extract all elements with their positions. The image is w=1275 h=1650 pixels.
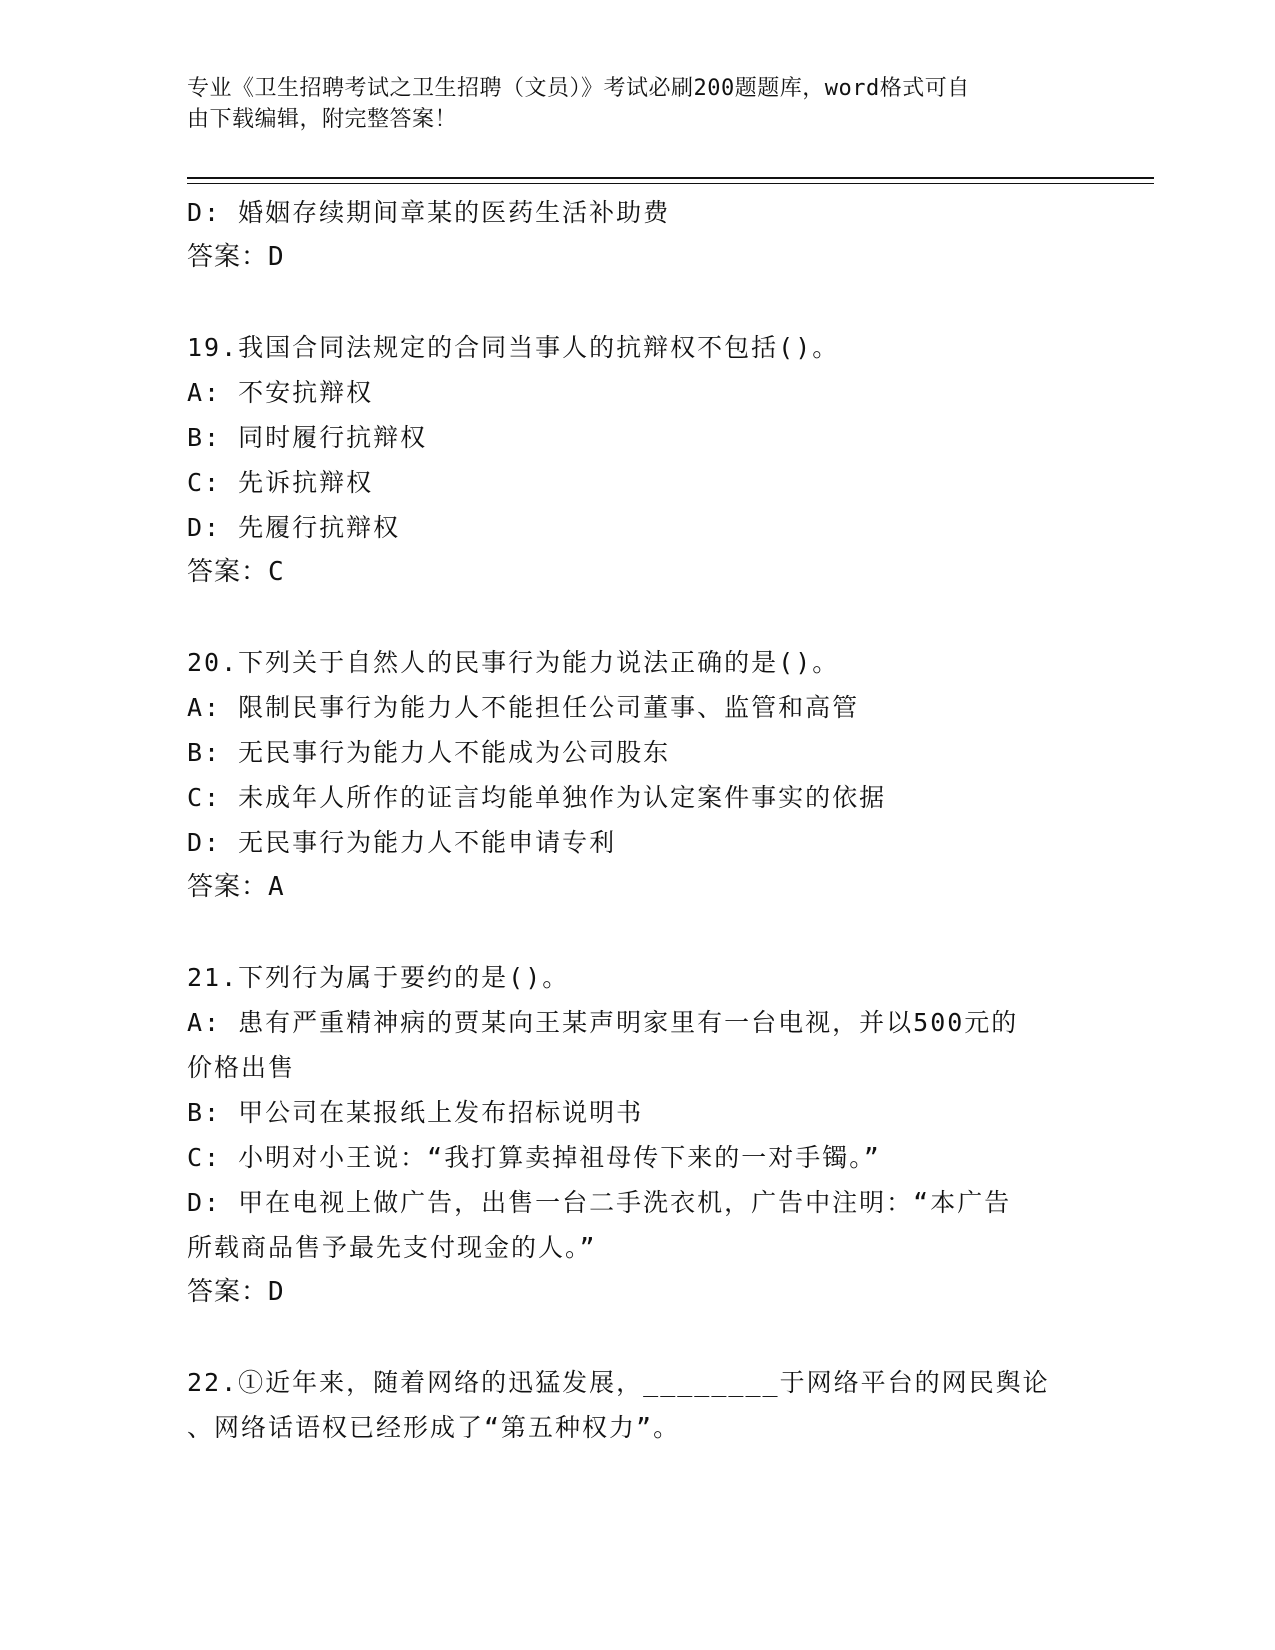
- option-a: A: 限制民事行为能力人不能担任公司董事、监管和高管: [187, 693, 860, 722]
- answer-value: D: [268, 242, 285, 272]
- document-header: [187, 73, 1067, 135]
- answer-label: 答案：: [187, 1277, 269, 1307]
- option-c: C: 先诉抗辩权: [187, 468, 374, 497]
- spacer: [187, 595, 1087, 640]
- question-21: [187, 955, 1087, 1315]
- spacer: [187, 1315, 1087, 1360]
- option-d-line-1: D: 甲在电视上做广告，出售一台二手洗衣机，广告中注明：“本广告: [187, 1188, 1012, 1217]
- question-text-line-1: 22.①近年来，随着网络的迅猛发展，________于网络平台的网民舆论: [187, 1368, 1050, 1397]
- answer-label: 答案：: [187, 242, 269, 272]
- option-c: C: 小明对小王说：“我打算卖掉祖母传下来的一对手镯。”: [187, 1143, 881, 1172]
- option-b: B: 甲公司在某报纸上发布招标说明书: [187, 1098, 644, 1127]
- question-text: 21.下列行为属于要约的是()。: [187, 963, 570, 992]
- answer-line: [187, 865, 1087, 910]
- spacer: [187, 910, 1087, 955]
- option-a-line-2: 价格出售: [187, 1053, 296, 1082]
- header-divider-thin: [187, 183, 1154, 184]
- question-22: [187, 1360, 1087, 1450]
- option-b: B: 无民事行为能力人不能成为公司股东: [187, 738, 671, 767]
- answer-label: 答案：: [187, 872, 269, 902]
- question-text: 20.下列关于自然人的民事行为能力说法正确的是()。: [187, 648, 840, 677]
- question-content: [187, 190, 1087, 1450]
- answer-line: [187, 1270, 1087, 1315]
- option-a-line-1: A: 患有严重精神病的贾某向王某声明家里有一台电视，并以500元的: [187, 1008, 1019, 1037]
- question-19: [187, 325, 1087, 595]
- option-a: A: 不安抗辩权: [187, 378, 374, 407]
- answer-value: C: [268, 557, 285, 587]
- option-d: D: 婚姻存续期间章某的医药生活补助费: [187, 198, 671, 227]
- header-title-line-2: 由下载编辑，附完整答案！: [187, 107, 458, 132]
- header-title-line-1: 专业《卫生招聘考试之卫生招聘（文员）》考试必刷200题题库，word格式可自: [187, 76, 970, 101]
- header-divider-thick: [187, 177, 1154, 179]
- answer-label: 答案：: [187, 557, 269, 587]
- answer-line: [187, 235, 1087, 280]
- question-18-tail: [187, 190, 1087, 280]
- answer-value: D: [268, 1277, 285, 1307]
- question-text: 19.我国合同法规定的合同当事人的抗辩权不包括()。: [187, 333, 840, 362]
- option-c: C: 未成年人所作的证言均能单独作为认定案件事实的依据: [187, 783, 887, 812]
- answer-line: [187, 550, 1087, 595]
- option-d: D: 先履行抗辩权: [187, 513, 401, 542]
- question-text-line-2: 、网络话语权已经形成了“第五种权力”。: [187, 1413, 681, 1442]
- option-d-line-2: 所载商品售予最先支付现金的人。”: [187, 1233, 597, 1262]
- question-20: [187, 640, 1087, 910]
- option-b: B: 同时履行抗辩权: [187, 423, 428, 452]
- answer-value: A: [268, 872, 285, 902]
- spacer: [187, 280, 1087, 325]
- option-d: D: 无民事行为能力人不能申请专利: [187, 828, 617, 857]
